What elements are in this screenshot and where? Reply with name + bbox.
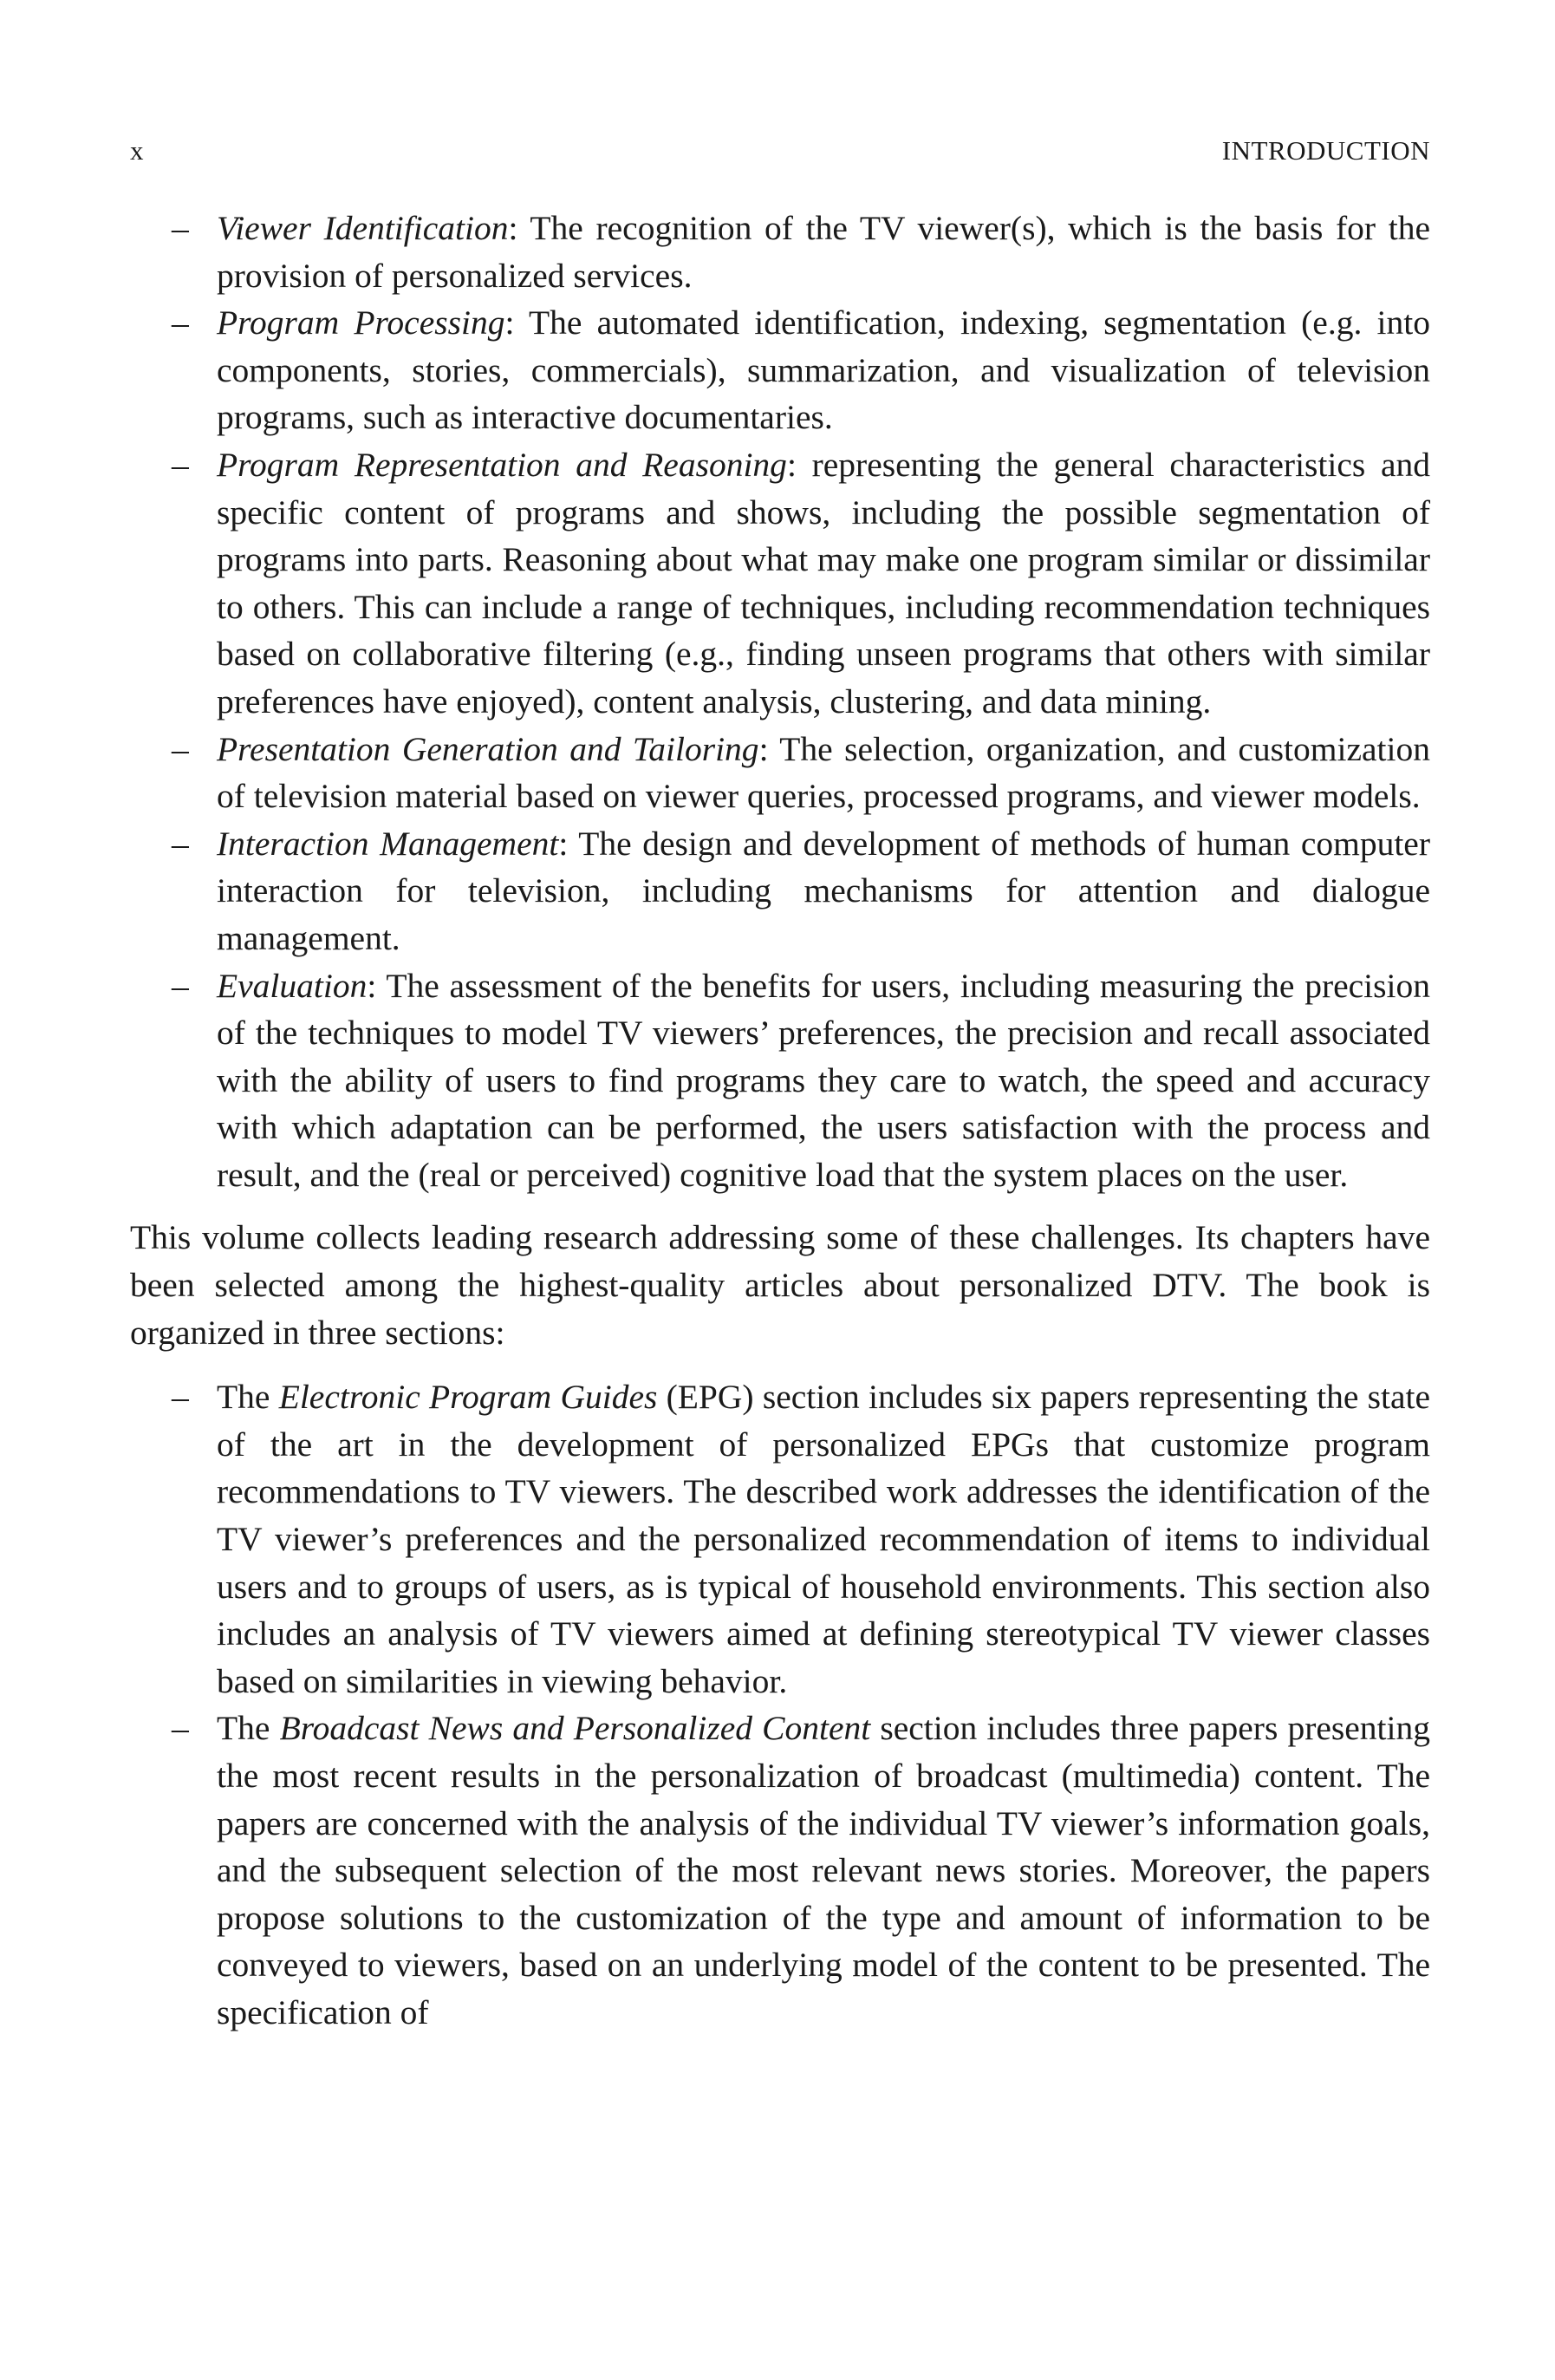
list-item	[130, 1705, 1430, 2036]
running-head-title: INTRODUCTION	[1221, 135, 1430, 166]
bullet-dash: –	[172, 209, 189, 247]
section-list	[130, 1373, 1430, 2036]
item-term: Interaction Management	[217, 824, 559, 863]
challenge-list	[130, 205, 1430, 1198]
bullet-dash: –	[172, 824, 189, 863]
item-term: Viewer Identification	[217, 209, 509, 247]
item-term: Broadcast News and Personalized Content	[279, 1709, 871, 1748]
list-item	[130, 441, 1430, 726]
item-text: : The design and development of methods of human computer interaction for television, including mechanisms for attention and dialogue management.	[217, 824, 1430, 957]
bullet-dash: –	[172, 729, 189, 768]
item-text: (EPG) section includes six papers representing the state of the art in the development of personalized EPGs that customize program recommendations to TV viewers. The described work addresses the identification of the TV viewer’s preferences and the personalized recommendation of items to individual users and to groups of users, as is typical of household environments. This section also includes an analysis of TV viewers aimed at defining stereotypical TV viewer classes based on similarities in viewing behavior.	[217, 1378, 1431, 1700]
item-text: : The selection, organization, and customization of television material based on viewer queries, processed programs, and viewer models.	[217, 729, 1430, 816]
list-item	[130, 1373, 1430, 1705]
running-head	[130, 132, 1430, 170]
item-text: : The assessment of the benefits for users, including measuring the precision of the techniques to model TV viewers’ preferences, the precision and recall associated with the ability of users to find programs they care to watch, the speed and accuracy with which adaptation can be performed, the users satisfaction with the process and result, and the (real or perceived) cognitive load that the system places on the user.	[217, 966, 1430, 1194]
list-item	[130, 299, 1430, 441]
list-item	[130, 726, 1430, 820]
bullet-dash: –	[172, 966, 189, 1005]
item-prefix: The	[217, 1709, 280, 1748]
list-item	[130, 820, 1430, 962]
bullet-dash: –	[172, 1709, 189, 1748]
item-term: Program Processing	[217, 303, 505, 342]
bullet-dash: –	[172, 445, 189, 484]
item-term: Presentation Generation and Tailoring	[217, 729, 759, 768]
item-text: : The recognition of the TV viewer(s), which is the basis for the provision of personalized services.	[217, 209, 1430, 295]
item-term: Evaluation	[217, 966, 368, 1005]
item-text: section includes three papers presenting the most recent results in the personalization of broadcast (multimedia) content. The papers are concerned with the analysis of the individual TV viewer’s information goals, and the subsequent selection of the most relevant news stories. Moreover, the papers propose solutions to the customization of the type and amount of information to be conveyed to viewers, based on an underlying model of the content to be presented. The specification of	[217, 1709, 1431, 2031]
bullet-dash: –	[172, 1378, 189, 1417]
item-text: : representing the general characteristics and specific content of programs and shows, including the possible segmentation of programs into parts. Reasoning about what may make one program similar or dissimilar to others. This can include a range of techniques, including recommendation techniques based on collaborative filtering (e.g., finding unseen programs that others with similar preferences have enjoyed), content analysis, clustering, and data mining.	[217, 445, 1430, 721]
item-text: : The automated identification, indexing, segmentation (e.g. into components, stories, commercials), summarization, and visualization of television programs, such as interactive documentaries.	[217, 303, 1430, 437]
document-page	[130, 0, 1430, 2380]
body-text	[130, 205, 1430, 2037]
bullet-dash: –	[172, 303, 189, 342]
list-item	[130, 962, 1430, 1199]
item-term: Program Representation and Reasoning	[217, 445, 787, 484]
item-prefix: The	[217, 1378, 279, 1417]
item-term: Electronic Program Guides	[278, 1378, 658, 1417]
page-number: x	[130, 135, 144, 166]
intro-paragraph: This volume collects leading research addressing some of these challenges. Its chapters have been selected among the highest-quality articles about personalized DTV. The book is organized in three sections:	[130, 1218, 1430, 1352]
list-item	[130, 205, 1430, 299]
